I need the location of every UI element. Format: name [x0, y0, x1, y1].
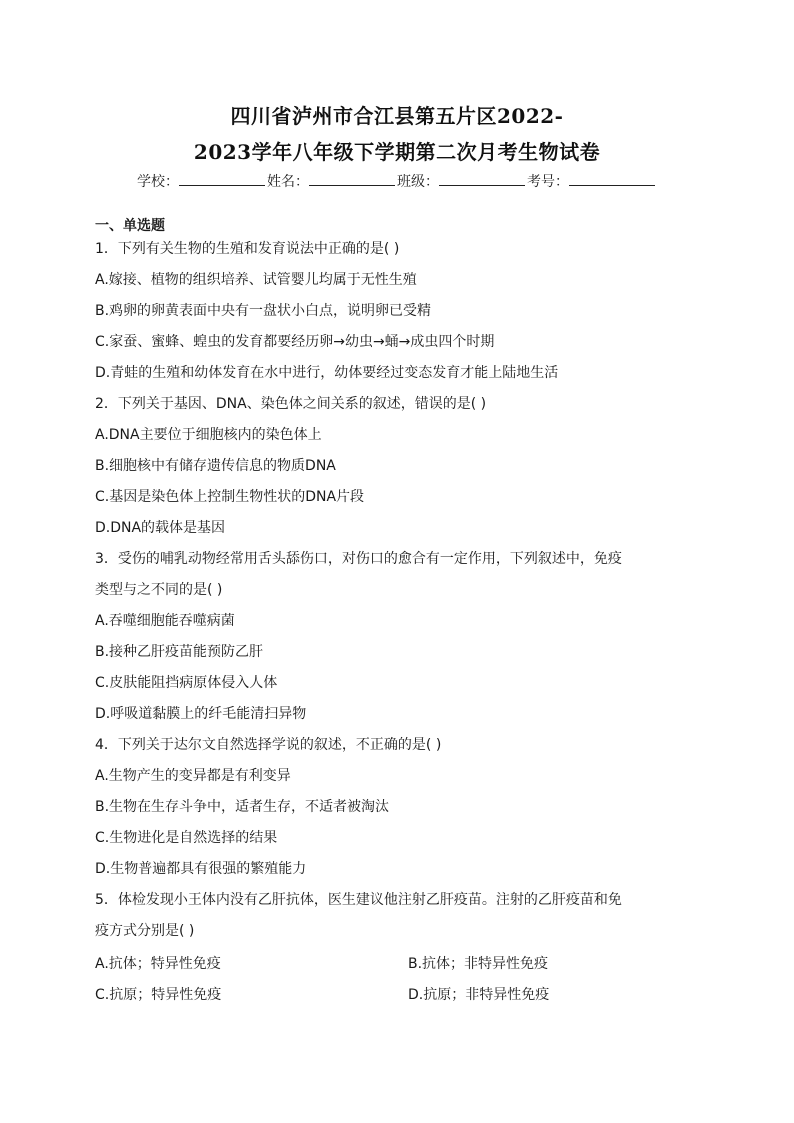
- question-1-stem: 1．下列有关生物的生殖和发育说法中正确的是( ): [95, 241, 400, 257]
- class-blank: [439, 171, 525, 186]
- question-1-option-c: C.家蚕、蜜蜂、蝗虫的发育都要经历卵→幼虫→蛹→成虫四个时期: [95, 334, 495, 350]
- question-1-option-a: A.嫁接、植物的组织培养、试管婴儿均属于无性生殖: [95, 272, 417, 288]
- question-4-option-c: C.生物进化是自然选择的结果: [95, 830, 278, 846]
- question-5-option-d: D.抗原；非特异性免疫: [408, 987, 550, 1003]
- question-3-stem-line-2: 类型与之不同的是( ): [95, 582, 223, 598]
- exam-title-line-2: 2023学年八年级下学期第二次月考生物试卷: [193, 140, 601, 164]
- question-5-option-b: B.抗体；非特异性免疫: [408, 956, 549, 972]
- question-4-option-a: A.生物产生的变异都是有利变异: [95, 768, 291, 784]
- question-5-option-a: A.抗体；特异性免疫: [95, 956, 221, 972]
- question-3-option-c: C.皮肤能阻挡病原体侵入人体: [95, 675, 278, 691]
- question-1-option-b: B.鸡卵的卵黄表面中央有一盘状小白点，说明卵已受精: [95, 303, 432, 319]
- school-blank: [179, 171, 265, 186]
- question-3-stem-line-1: 3．受伤的哺乳动物经常用舌头舔伤口，对伤口的愈合有一定作用，下列叙述中，免疫: [95, 551, 622, 567]
- question-2-option-a: A.DNA主要位于细胞核内的染色体上: [95, 427, 322, 443]
- question-1-option-d: D.青蛙的生殖和幼体发育在水中进行，幼体要经过变态发育才能上陆地生活: [95, 365, 559, 381]
- question-5-stem-line-1: 5．体检发现小王体内没有乙肝抗体，医生建议他注射乙肝疫苗。注射的乙肝疫苗和免: [95, 892, 622, 908]
- name-blank: [309, 171, 395, 186]
- question-4-stem: 4．下列关于达尔文自然选择学说的叙述，不正确的是( ): [95, 737, 442, 753]
- question-5-option-c: C.抗原；特异性免疫: [95, 987, 222, 1003]
- exam-number-blank: [569, 171, 655, 186]
- question-2-option-c: C.基因是染色体上控制生物性状的DNA片段: [95, 489, 365, 505]
- student-info-row: [0, 171, 794, 191]
- section-heading: 一、单选题: [95, 218, 165, 234]
- name-label: 姓名：: [267, 174, 309, 190]
- question-2-option-d: D.DNA的载体是基因: [95, 520, 226, 536]
- question-5-stem-line-2: 疫方式分别是( ): [95, 923, 195, 939]
- question-3-option-d: D.呼吸道黏膜上的纤毛能清扫异物: [95, 706, 307, 722]
- question-3-option-b: B.接种乙肝疫苗能预防乙肝: [95, 644, 264, 660]
- question-2-stem: 2．下列关于基因、DNA、染色体之间关系的叙述，错误的是( ): [95, 396, 487, 412]
- question-4-option-b: B.生物在生存斗争中，适者生存，不适者被淘汰: [95, 799, 390, 815]
- question-2-option-b: B.细胞核中有储存遗传信息的物质DNA: [95, 458, 336, 474]
- class-label: 班级：: [397, 174, 439, 190]
- school-label: 学校：: [137, 174, 179, 190]
- question-4-option-d: D.生物普遍都具有很强的繁殖能力: [95, 861, 307, 877]
- question-3-option-a: A.吞噬细胞能吞噬病菌: [95, 613, 235, 629]
- exam-number-label: 考号：: [527, 174, 569, 190]
- exam-title-line-1: 四川省泸州市合江县第五片区2022-: [230, 104, 564, 128]
